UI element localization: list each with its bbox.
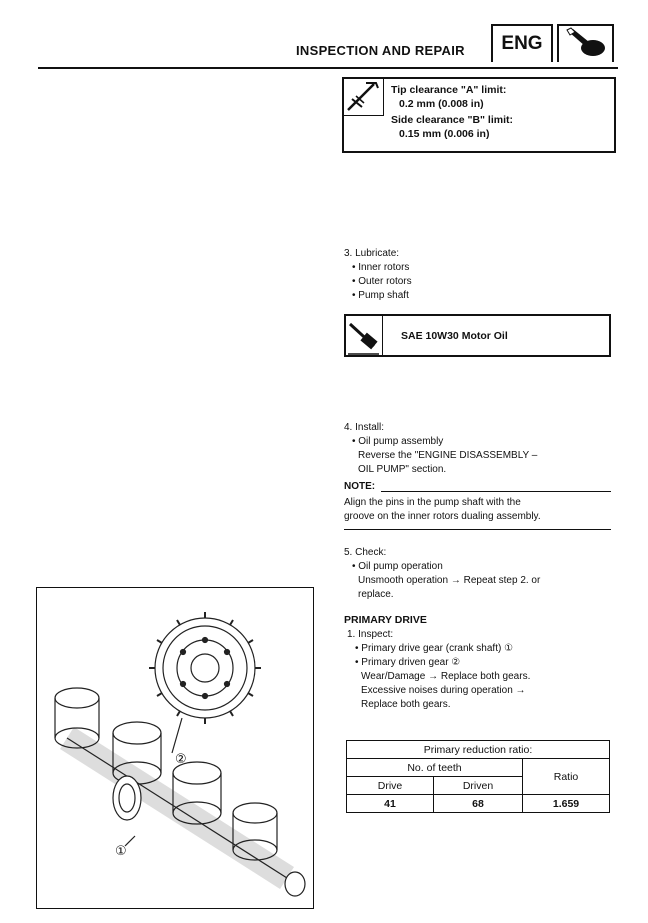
list-item: • Oil pump operation [352,561,443,572]
primary-line1: Wear/Damage → Replace both gears. [361,671,531,682]
table-row [347,741,610,759]
table-title: Primary reduction ratio: [347,741,610,759]
list-item-text: Oil pump operation [358,561,443,572]
list-item-text: Outer rotors [358,276,412,287]
list-item: • Pump shaft [352,290,409,301]
crankshaft-gear-diagram [36,587,314,909]
ratio-value: 1.659 [523,795,610,813]
list-item: • Primary drive gear (crank shaft) ① [355,643,514,654]
clearance-spec-box [342,77,616,153]
step4-line1: Reverse the "ENGINE DISASSEMBLY – [358,450,538,461]
ratio-table [346,740,610,813]
oil-spec-box [344,314,611,357]
step5-heading: 5. Check: [344,547,387,558]
page-title: INSPECTION AND REPAIR [296,43,465,58]
crankshaft-illustration [37,588,312,907]
step3-heading: 3. Lubricate: [344,248,400,259]
driven-header: Driven [434,777,523,795]
ratio-header: Ratio [523,759,610,795]
eng-badge: ENG [491,24,553,62]
note-rule-top [381,491,611,492]
step5-line2: replace. [358,589,394,600]
primary-heading: 1. Inspect: [347,629,394,640]
header-rule [38,67,618,69]
teeth-header: No. of teeth [347,759,523,777]
list-item: • Primary driven gear ② [355,657,461,668]
callout-1: ① [115,843,127,858]
table-row [347,795,610,813]
step4-heading: 4. Install: [344,422,385,433]
drive-value: 41 [347,795,434,813]
step5-line1: Unsmooth operation → Repeat step 2. or [358,575,541,586]
primary-line3: Replace both gears. [361,699,451,710]
side-clearance-value: 0.15 mm (0.006 in) [399,128,490,140]
step4-line2: OIL PUMP" section. [358,464,447,475]
oil-can-icon [346,316,383,355]
caliper-icon [344,79,384,116]
tip-clearance-value: 0.2 mm (0.008 in) [399,98,484,110]
list-item-text: Pump shaft [358,290,409,301]
primary-line2: Excessive noises during operation → [361,685,526,696]
note-label: NOTE: [344,481,376,492]
list-item-text: Oil pump assembly [358,436,444,447]
list-item: • Oil pump assembly [352,436,444,447]
list-item-text: Primary drive gear (crank shaft) ① [361,643,514,654]
note-line2: groove on the inner rotors dualing assembly. [344,511,541,522]
drive-header: Drive [347,777,434,795]
oil-spec: SAE 10W30 Motor Oil [401,330,508,342]
note-rule-bottom [344,529,611,530]
engine-tool-icon [557,24,614,62]
note-line1: Align the pins in the pump shaft with the [344,497,521,508]
callout-2: ② [175,751,187,766]
side-clearance-label: Side clearance "B" limit: [391,114,514,126]
list-item: • Inner rotors [352,262,410,273]
table-row [347,759,610,777]
list-item: • Outer rotors [352,276,412,287]
driven-value: 68 [434,795,523,813]
list-item-text: Inner rotors [358,262,410,273]
section-title: PRIMARY DRIVE [344,614,427,626]
list-item-text: Primary driven gear ② [361,657,461,668]
tip-clearance-label: Tip clearance "A" limit: [391,84,507,96]
